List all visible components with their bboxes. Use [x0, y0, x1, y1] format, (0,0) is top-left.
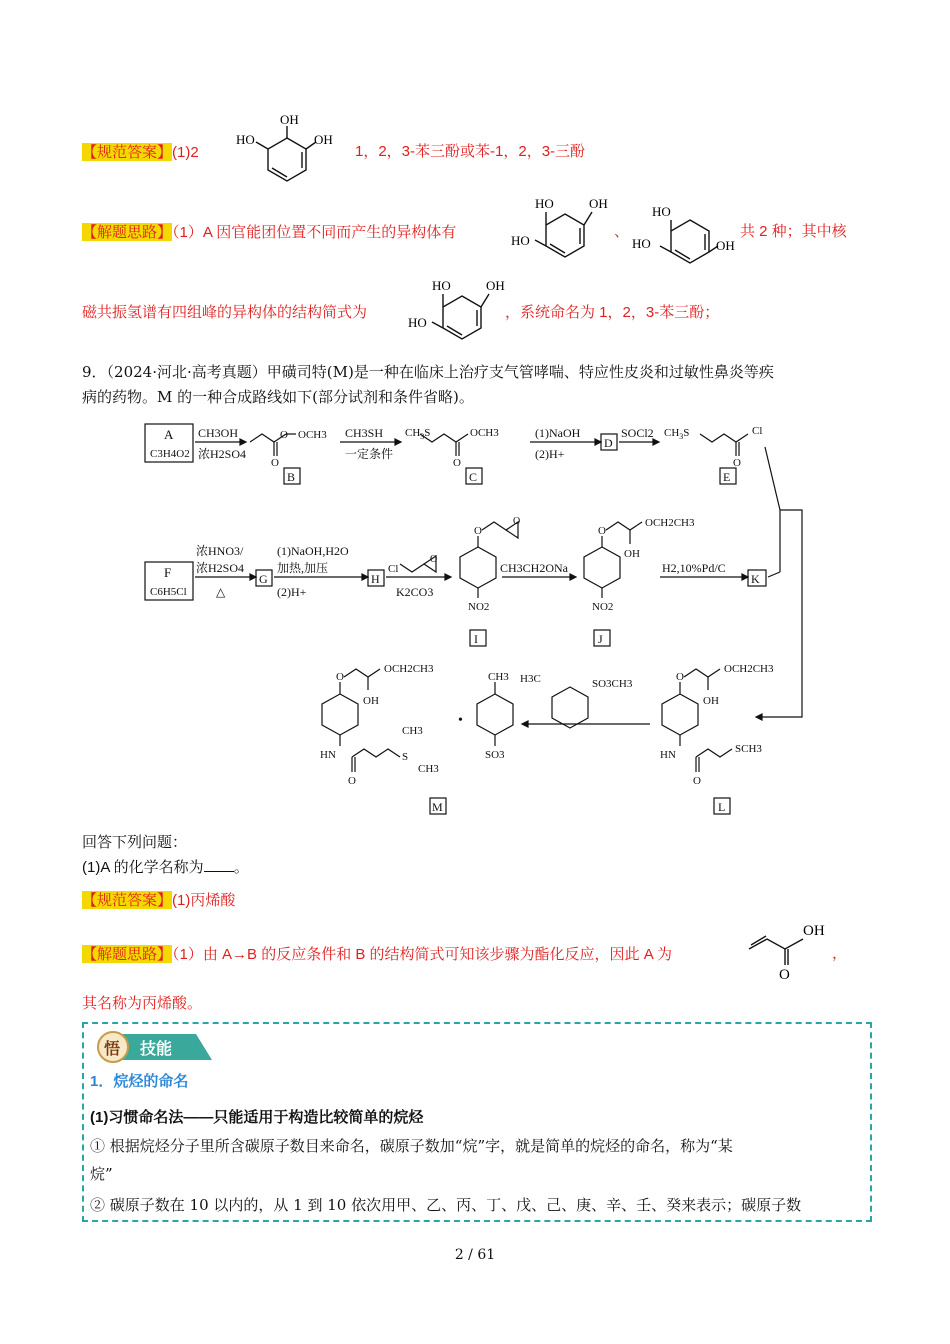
skill-subheading: (1)习惯命名法——只能适用于构造比较简单的烷烃 [90, 1109, 424, 1126]
cl-label: Cl [752, 425, 763, 437]
hn-label: HN [660, 749, 676, 761]
idea-tag: 【解题思路】 [82, 945, 173, 963]
compound-a: A [164, 427, 174, 442]
answer-line-2 [82, 889, 235, 912]
idea-line-3 [82, 943, 672, 966]
s-label: S [402, 751, 409, 763]
o-label: O [430, 554, 438, 565]
hn-label: HN [320, 749, 336, 761]
och3-label: OCH3 [470, 427, 499, 439]
reagent-9: H2,10%Pd/C [662, 561, 726, 575]
ch3-label: CH3 [488, 671, 509, 683]
oh-label: OH [280, 112, 299, 127]
idea-text-2a: 磁共振氢谱有四组峰的异构体的结构简式为 [82, 304, 368, 321]
o-label: O [474, 525, 482, 537]
ho-label: HO [511, 233, 530, 248]
o-label: O [513, 516, 521, 527]
cl-label: Cl [388, 563, 399, 575]
idea2-comma: ， [832, 945, 848, 962]
compound-g: G [259, 572, 268, 586]
o-label: O [733, 457, 741, 469]
sch3-label: SCH3 [735, 743, 762, 755]
ho-label: HO [432, 278, 451, 293]
reagent-5-bottom: △ [216, 585, 226, 599]
o-label: O [348, 775, 356, 787]
reagent-3-top: (1)NaOH [535, 426, 581, 440]
skill-badge-char: 悟 [104, 1039, 121, 1058]
question-1-end: 。 [233, 859, 249, 876]
compound-l: L [718, 800, 726, 814]
compound-d: D [604, 436, 613, 450]
oh-label: OH [624, 548, 640, 560]
ion-dot: • [458, 713, 463, 728]
reagent-5-middle: 浓H2SO4 [196, 561, 245, 575]
answer-tag: 【规范答案】 [82, 891, 173, 909]
oh-label: OH [589, 196, 608, 211]
oh-label: OH [363, 695, 379, 707]
question-9-line-2: 病的药物。M 的一种合成路线如下(部分试剂和条件省略)。 [82, 388, 474, 406]
reagent-8: CH3CH2ONa [500, 561, 568, 575]
ch3s-label: $CH_3S$ [664, 427, 690, 441]
compound-b: B [287, 470, 296, 484]
so3ch3-label: SO3CH3 [592, 678, 633, 690]
skill-para-2: ② 碳原子数在 10 以内的，从 1 到 10 依次用甲、乙、丙、丁、戊、己、庚、辛、壬、癸来表示；碳原子数 [90, 1196, 802, 1214]
idea2-text-2: 其名称为丙烯酸。 [82, 995, 203, 1012]
ch3s-label: $CH_3S$ [405, 427, 431, 441]
hydroxyquinol-structure [630, 198, 740, 262]
compound-c: C [469, 470, 478, 484]
compound-h: H [371, 572, 380, 586]
o-label: O [693, 775, 701, 787]
och2ch3-label: OCH2CH3 [645, 517, 695, 529]
compound-i: I [474, 632, 478, 646]
pyrogallol-structure-3 [402, 272, 505, 344]
ho-label: HO [408, 315, 427, 330]
compound-j: J [598, 632, 603, 646]
o-label: O [280, 429, 288, 441]
oh-label: OH [314, 132, 333, 147]
skill-para-1b: 烷” [90, 1165, 113, 1183]
reagent-6-bottom: (2)H+ [277, 585, 307, 599]
idea-sep: 、 [614, 223, 630, 240]
compound-f: F [164, 565, 172, 580]
acrylic-acid-structure [745, 915, 835, 981]
answer-tag: 【规范答案】 [82, 143, 173, 161]
h3c-label: H3C [520, 673, 541, 685]
answer-blank [204, 857, 234, 872]
pyrogallol-structure-2 [505, 190, 608, 262]
no2-label: NO2 [592, 601, 614, 613]
oh-label: OH [703, 695, 719, 707]
skill-badge [96, 1030, 214, 1064]
ho-label: HO [236, 132, 255, 147]
oh-label: OH [803, 923, 825, 939]
no2-label: NO2 [468, 601, 490, 613]
reagent-1-top: CH3OH [198, 426, 239, 440]
reagent-6-top: (1)NaOH,H2O [277, 544, 349, 558]
och3-label: OCH3 [298, 429, 327, 441]
ch3-label: CH3 [418, 763, 439, 775]
compound-e: E [723, 470, 731, 484]
reagent-5-top: 浓HNO3/ [196, 544, 244, 558]
synthesis-scheme [140, 412, 840, 822]
compound-m: M [432, 800, 443, 814]
questions-intro: 回答下列问题： [82, 834, 188, 851]
och2ch3-label: OCH2CH3 [384, 663, 434, 675]
ho-label: HO [535, 196, 554, 211]
compound-f-formula: C6H5Cl [150, 586, 187, 598]
reagent-2-bottom: 一定条件 [345, 447, 394, 461]
reagent-1-bottom: 浓H2SO4 [198, 447, 247, 461]
reagent-7: K2CO3 [396, 585, 434, 599]
oh-label: OH [486, 278, 505, 293]
question-1-text: (1)A 的化学名称为 [82, 859, 204, 876]
ho-label: HO [652, 204, 671, 219]
answer-prefix: (1)2 [172, 144, 199, 161]
compound-a-formula: C3H4O2 [150, 448, 190, 460]
question-9-line-1: 9．（2024·河北·高考真题）甲磺司特(M)是一种在临床上治疗支气管哮喘、特应性皮炎和过敏性鼻炎等疾 [82, 363, 774, 381]
reagent-2-top: CH3SH [345, 426, 384, 440]
idea2-text-1: （1）由 A→B 的反应条件和 B 的结构简式可知该步骤为酯化反应，因此 A 为 [172, 946, 673, 963]
idea-text-2b: ，系统命名为 1，2，3-苯三酚； [505, 304, 720, 321]
skill-para-1a: ① 根据烷烃分子里所含碳原子数目来命名，碳原子数加“烷”字，就是简单的烷烃的命名，称为“某 [90, 1137, 733, 1155]
idea-tag: 【解题思路】 [82, 223, 173, 241]
ch3-label: CH3 [402, 725, 423, 737]
so3-label: SO3 [485, 749, 505, 761]
skill-heading: 1．烷烃的命名 [90, 1073, 189, 1090]
o-label: O [336, 671, 344, 683]
idea-text-1a: （1）A 因官能团位置不同而产生的异构体有 [172, 224, 457, 241]
och2ch3-label: OCH2CH3 [724, 663, 774, 675]
idea-line-1 [82, 221, 456, 244]
compound-k: K [751, 572, 760, 586]
reagent-4: SOCl2 [621, 426, 654, 440]
o-label: O [271, 457, 279, 469]
ho-label: HO [632, 236, 651, 251]
answer-text: (1)丙烯酸 [172, 892, 236, 909]
reagent-3-bottom: (2)H+ [535, 447, 565, 461]
o-label: O [676, 671, 684, 683]
question-1 [82, 857, 249, 879]
answer-name: 1，2，3-苯三酚或苯-1，2，3-三酚 [355, 143, 586, 160]
reagent-6-middle: 加热,加压 [277, 561, 329, 575]
page-number: 2 / 61 [454, 1247, 496, 1263]
answer-line-1 [82, 141, 199, 164]
pyrogallol-structure-1 [232, 110, 342, 180]
o-label: O [453, 457, 461, 469]
oh-label: OH [716, 238, 735, 253]
o-label: O [598, 525, 606, 537]
o-label: O [779, 967, 790, 983]
idea-text-1b: 共 2 种；其中核 [740, 223, 847, 240]
skill-badge-label: 技能 [140, 1039, 173, 1058]
